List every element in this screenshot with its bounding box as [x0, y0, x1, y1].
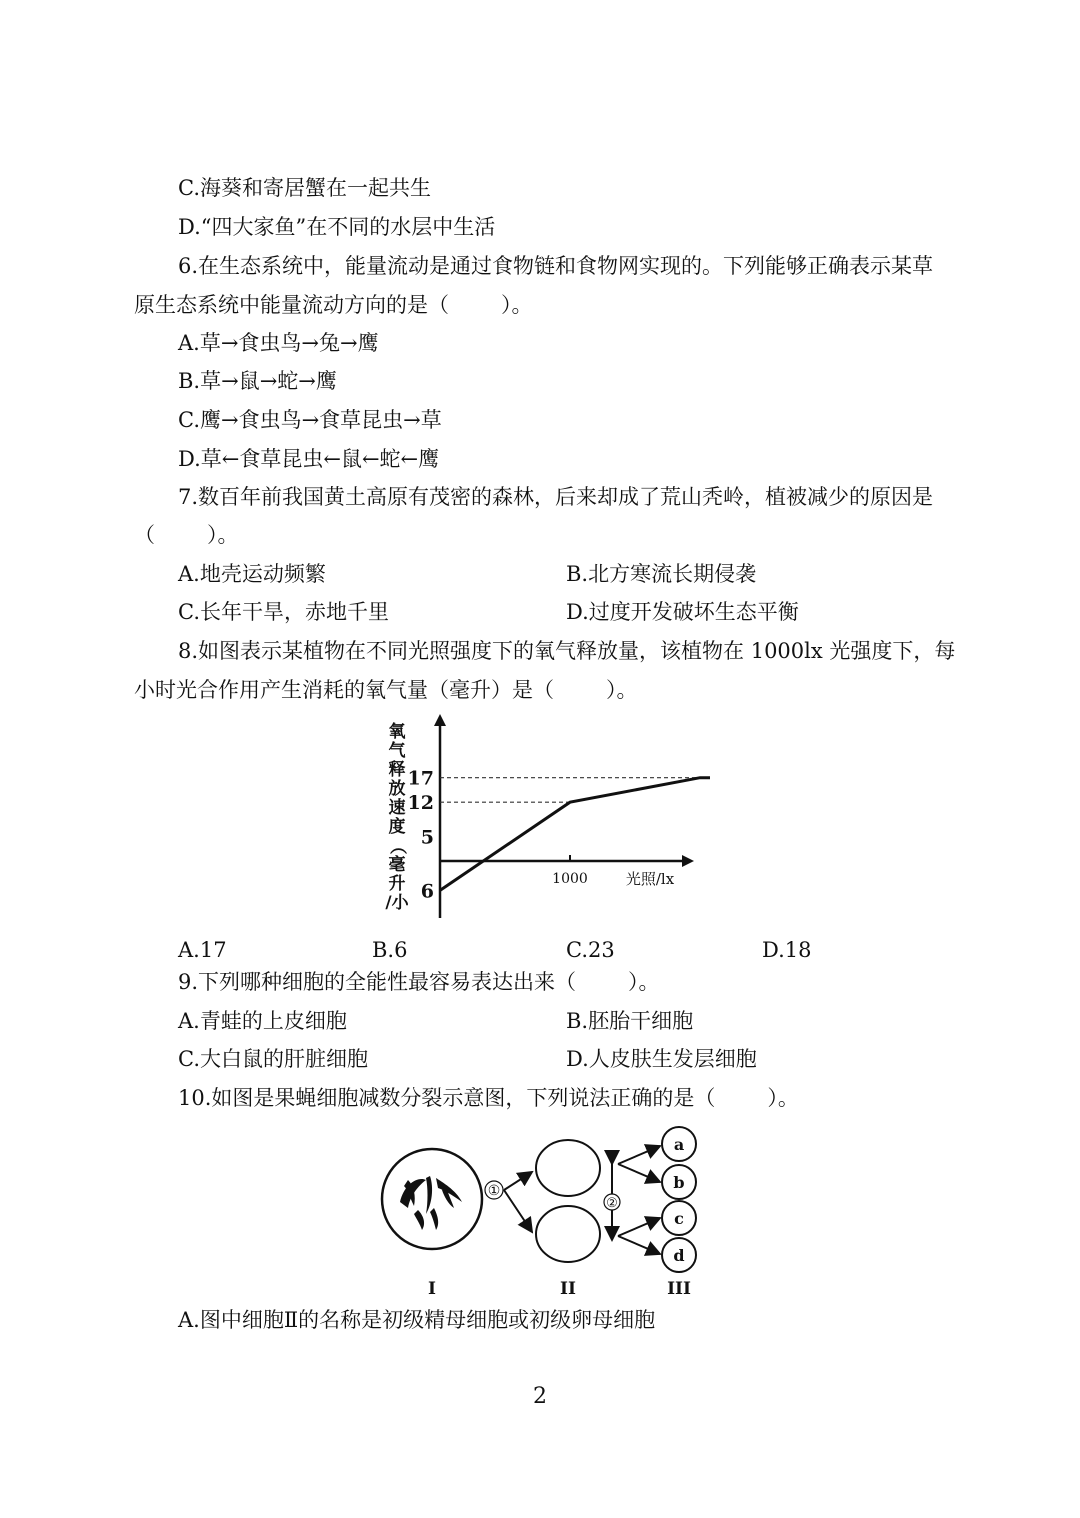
- y-tick-label-5: 5: [420, 826, 434, 849]
- svg-text:速: 速: [388, 798, 406, 818]
- svg-text:毫: 毫: [388, 855, 406, 875]
- q5-option-d: D.“四大家鱼”在不同的水层中生活: [178, 215, 496, 239]
- q7-option-a: A.地壳运动频繁: [178, 562, 326, 586]
- y-tick-label-12: 12: [407, 792, 434, 815]
- q8-stem-line2: 小时光合作用产生消耗的氧气量（毫升）是（ ）。: [134, 678, 638, 702]
- svg-text:放: 放: [388, 779, 406, 799]
- q9-stem: 9.下列哪种细胞的全能性最容易表达出来（ ）。: [178, 970, 660, 994]
- arrow-to-b: [618, 1164, 660, 1182]
- arrow-to-a: [618, 1146, 660, 1164]
- q6-stem-line1: 6.在生态系统中，能量流动是通过食物链和食物网实现的。下列能够正确表示某草: [178, 254, 934, 278]
- q7-option-d: D.过度开发破坏生态平衡: [566, 600, 799, 624]
- q8-option-a: A.17: [178, 938, 227, 962]
- q8-option-c: C.23: [566, 938, 615, 962]
- q6-option-c: C.鹰→食虫鸟→食草昆虫→草: [178, 408, 442, 432]
- q6-option-a: A.草→食虫鸟→兔→鹰: [178, 331, 379, 355]
- label-III: III: [667, 1279, 691, 1299]
- chromosomes: [400, 1176, 462, 1230]
- q9-option-c: C.大白鼠的肝脏细胞: [178, 1047, 368, 1071]
- cell-b-label: b: [673, 1173, 685, 1192]
- cell-II-lower: [536, 1206, 600, 1262]
- circled-2-text: ②: [606, 1196, 618, 1211]
- q10-stem: 10.如图是果蝇细胞减数分裂示意图，下列说法正确的是（ ）。: [178, 1086, 799, 1110]
- oxygen-release-chart: [380, 712, 710, 924]
- label-I: I: [428, 1279, 436, 1299]
- q7-stem-line1: 7.数百年前我国黄土高原有茂密的森林，后来却成了荒山秃岭，植被减少的原因是: [178, 485, 934, 509]
- q9-option-a: A.青蛙的上皮细胞: [178, 1009, 347, 1033]
- svg-text:度: 度: [388, 817, 406, 837]
- svg-text:升: 升: [388, 874, 406, 894]
- cell-d-label: d: [673, 1246, 685, 1265]
- q6-option-b: B.草→鼠→蛇→鹰: [178, 369, 337, 393]
- q9-option-b: B.胚胎干细胞: [566, 1009, 694, 1033]
- meiosis-diagram: [370, 1124, 710, 1300]
- q7-option-b: B.北方寒流长期侵袭: [566, 562, 757, 586]
- svg-text:/小: /小: [385, 893, 409, 913]
- q6-option-d: D.草←食草昆虫←鼠←蛇←鹰: [178, 447, 440, 471]
- circled-1-text: ①: [487, 1183, 501, 1199]
- page-number: 2: [533, 1384, 547, 1409]
- svg-text:（: （: [387, 837, 407, 855]
- q8-option-b: B.6: [372, 938, 408, 962]
- arrow-I-to-lower: [504, 1190, 532, 1232]
- q10-option-a: A.图中细胞Ⅱ的名称是初级精母细胞或初级卵母细胞: [178, 1308, 656, 1332]
- y-tick-label-17: 17: [407, 767, 434, 790]
- q6-stem-line2: 原生态系统中能量流动方向的是（ ）。: [134, 293, 533, 317]
- x-tick-label-1000: 1000: [552, 871, 588, 887]
- q9-option-d: D.人皮肤生发层细胞: [566, 1047, 757, 1071]
- cell-c-label: c: [674, 1209, 684, 1228]
- cell-a-label: a: [673, 1135, 685, 1154]
- q8-option-d: D.18: [762, 938, 812, 962]
- q5-option-c: C.海葵和寄居蟹在一起共生: [178, 176, 431, 200]
- q8-stem-line1: 8.如图表示某植物在不同光照强度下的氧气释放量，该植物在 1000lx 光强度下，每: [178, 639, 956, 663]
- q7-stem-line2: （ ）。: [134, 523, 239, 547]
- cell-II-upper: [536, 1140, 600, 1196]
- arrow-to-c: [618, 1218, 660, 1236]
- cell-I: [382, 1149, 482, 1249]
- svg-text:释: 释: [388, 760, 406, 780]
- arrow-I-to-upper: [504, 1172, 532, 1190]
- y-axis-arrow: [434, 714, 446, 726]
- q7-option-c: C.长年干旱，赤地千里: [178, 600, 389, 624]
- arrow-to-d: [618, 1236, 660, 1254]
- x-axis-label: 光照/lx: [625, 870, 675, 888]
- y-tick-label-6: 6: [420, 880, 434, 903]
- y-axis-label: [385, 721, 409, 913]
- label-II: II: [560, 1279, 576, 1299]
- svg-text:气: 气: [388, 741, 406, 761]
- x-axis-arrow: [682, 855, 694, 867]
- svg-text:氧: 氧: [388, 722, 406, 742]
